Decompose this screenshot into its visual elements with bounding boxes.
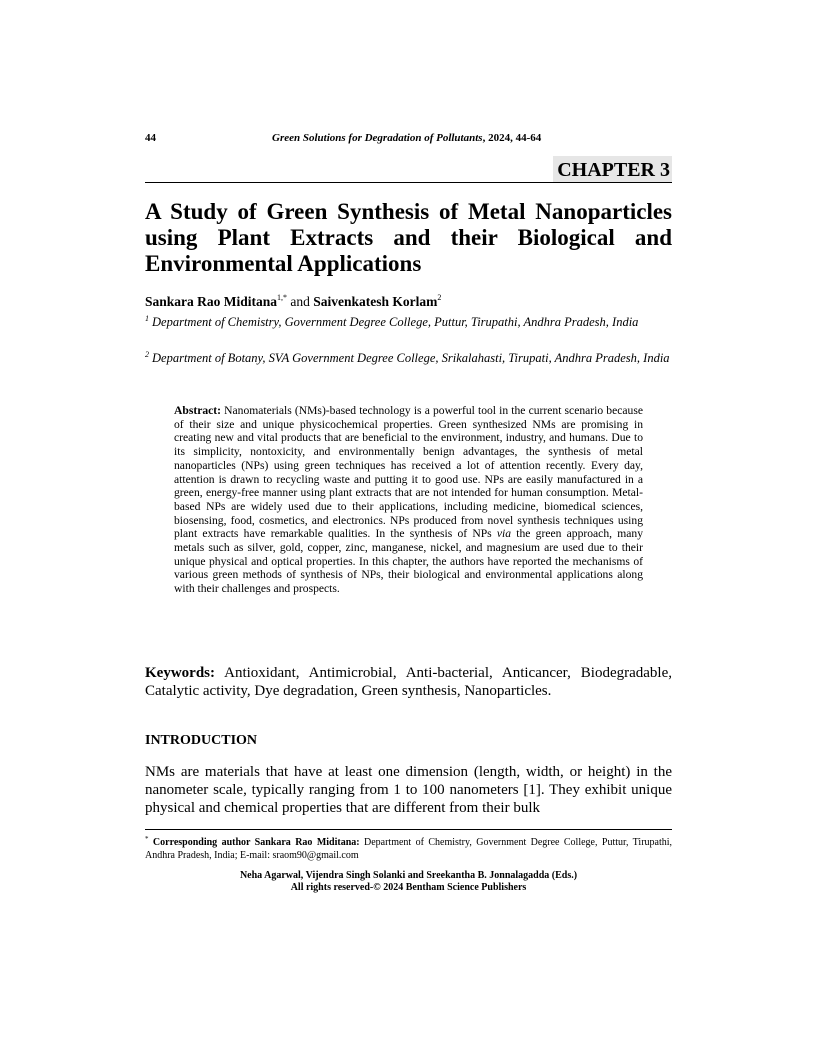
publisher-info — [145, 870, 672, 894]
author-2-sup: 2 — [437, 293, 442, 302]
footnote — [145, 833, 672, 862]
abstract-label: Abstract: — [174, 404, 222, 417]
chapter-title: A Study of Green Synthesis of Metal Nanoparticles using Plant Extracts and their Biological and Environmental Applications — [145, 199, 672, 276]
affiliation-2 — [145, 347, 672, 366]
footnote-text: Department of Chemistry, Government Degree College, Puttur, Tirupathi, Andhra Pradesh, India; E-mail: sraom90@gmail.com — [145, 837, 673, 861]
affiliation-2-text: Department of Botany, SVA Government Degree College, Srikalahasti, Tirupati, Andhra Pradesh, India — [152, 351, 670, 365]
abstract-text-1: Nanomaterials (NMs)-based technology is a powerful tool in the current scenario because of their size and unique physicochemical properties. Green synthesized NMs are promising in creating new and vital products that are beneficial to the environment, industry, and humans. Due to its simplicity, nontoxicity, and environmentally benign advantages, the synthesis of metal nanoparticles (NPs) using green techniques has received a lot of attention recently. Every day, attention is drawn to recycling waste and putting it to good use. NPs are easily manufactured in a green, energy-free manner using plant extracts that are not intended for human consumption. Metal-based NPs are widely used due to their applications, including medicine, biomedical sciences, biosensing, food, cosmetics, and electronics. NPs produced from novel synthesis techniques using plant extracts have remarkable qualities. In the synthesis of NPs — [174, 404, 643, 541]
author-1: Sankara Rao Miditana — [145, 294, 278, 309]
keywords-text: Antioxidant, Antimicrobial, Anti-bacterial, Anticancer, Biodegradable, Catalytic activity, Dye degradation, Green synthesis, Nanoparticles. — [145, 665, 672, 699]
footnote-rule — [145, 829, 672, 830]
abstract — [174, 404, 643, 596]
keywords-label: Keywords: — [145, 665, 215, 681]
author-2: Saivenkatesh Korlam — [313, 294, 438, 309]
abstract-text-2: the green approach, many metals such as silver, gold, copper, zinc, manganese, nickel, and magnesium are used due to their unique physical and optical properties. In this chapter, the authors have reported the mechanisms of various green methods of synthesis of NPs, their biological and environmental applications along with their challenges and prospects. — [174, 527, 643, 596]
editors-line: Neha Agarwal, Vijendra Singh Solanki and Sreekantha B. Jonnalagadda (Eds.) — [239, 870, 578, 881]
author-line — [145, 289, 672, 311]
page-number: 44 — [145, 132, 156, 144]
journal-title — [272, 132, 541, 144]
affiliation-1-text: Department of Chemistry, Government Degree College, Puttur, Tirupathi, Andhra Pradesh, India — [152, 315, 639, 329]
affiliation-1 — [145, 311, 672, 330]
introduction-heading: INTRODUCTION — [145, 733, 258, 748]
author-1-sup: 1,* — [277, 293, 288, 302]
introduction-text: NMs are materials that have at least one dimension (length, width, or height) in the nanometer scale, typically ranging from 1 to 100 nanometers [1]. They exhibit unique physical and chemical properties that are different from their bulk — [145, 764, 672, 816]
footnote-label: Corresponding author Sankara Rao Miditana: — [152, 837, 360, 848]
affiliation-1-num: 1 — [145, 314, 149, 323]
running-header — [145, 132, 672, 148]
journal-details: , 2024, 44-64 — [482, 132, 542, 144]
journal-name: Green Solutions for Degradation of Pollutants — [272, 132, 483, 144]
abstract-via: via — [496, 527, 512, 541]
footnote-marker: * — [145, 835, 149, 843]
rights-line: All rights reserved-© 2024 Bentham Science Publishers — [290, 882, 527, 893]
author-conjunction: and — [287, 294, 314, 309]
keywords — [145, 664, 672, 700]
chapter-rule — [145, 182, 672, 183]
chapter-label: CHAPTER 3 — [553, 156, 672, 182]
affiliation-2-num: 2 — [145, 350, 149, 359]
